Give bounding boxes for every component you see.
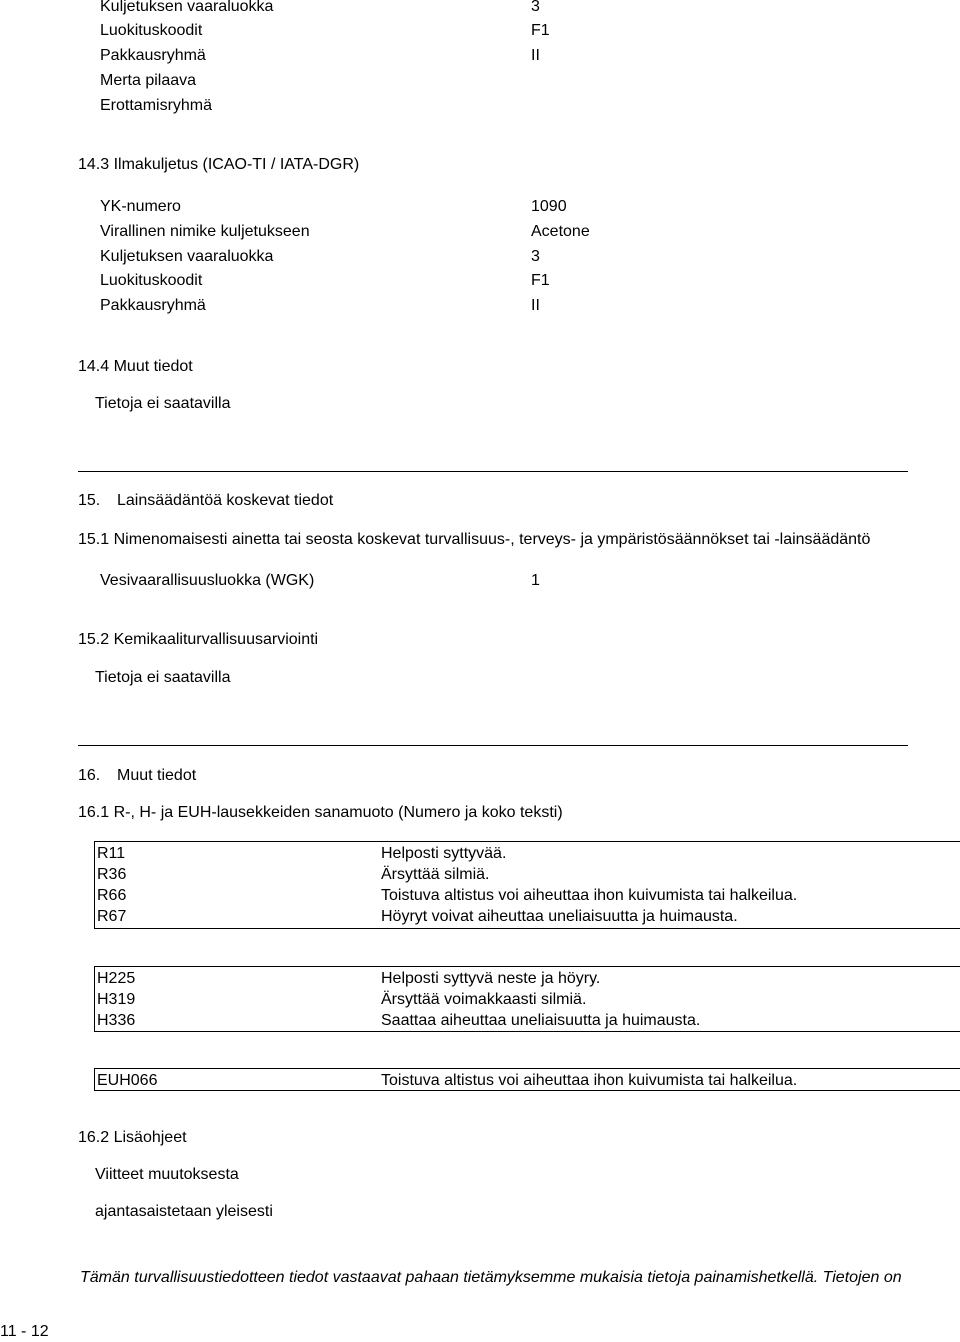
section-16-2-heading: 16.2 Lisäohjeet <box>78 1129 187 1146</box>
row-label: Merta pilaava <box>100 72 197 89</box>
phrase-text: Saattaa aiheuttaa uneliaisuutta ja huimausta. <box>381 1012 701 1029</box>
section-14-4-heading: 14.4 Muut tiedot <box>78 358 193 375</box>
phrase-code: R36 <box>97 866 127 883</box>
row-value: Acetone <box>531 223 590 240</box>
euh-phrases-table <box>94 1068 960 1091</box>
row-label: Erottamisryhmä <box>100 97 213 114</box>
section-15-number: 15. <box>78 492 101 509</box>
phrase-code: R66 <box>97 887 127 904</box>
phrase-code: H319 <box>97 991 136 1008</box>
row-value: II <box>531 297 540 314</box>
row-value: 3 <box>531 0 540 15</box>
r-phrases-table <box>94 841 960 929</box>
phrase-text: Ärsyttää voimakkaasti silmiä. <box>381 991 587 1008</box>
section-16-number: 16. <box>78 767 101 784</box>
section-16-title: Muut tiedot <box>117 767 197 784</box>
h-phrases-table <box>94 966 960 1032</box>
row-label: Luokituskoodit <box>100 22 203 39</box>
phrase-text: Toistuva altistus voi aiheuttaa ihon kuivumista tai halkeilua. <box>381 887 798 904</box>
footer-disclaimer: Tämän turvallisuustiedotteen tiedot vastaavat pahaan tietämyksemme mukaisia tietoja painamishetkellä. Tietojen on <box>80 1269 902 1286</box>
row-value: F1 <box>531 272 550 289</box>
section-16-1-heading: 16.1 R-, H- ja EUH-lausekkeiden sanamuoto (Numero ja koko teksti) <box>78 804 563 821</box>
row-label: Pakkausryhmä <box>100 47 206 64</box>
row-value: II <box>531 47 540 64</box>
wgk-value: 1 <box>531 572 540 589</box>
phrase-text: Toistuva altistus voi aiheuttaa ihon kuivumista tai halkeilua. <box>381 1072 798 1089</box>
phrase-code: EUH066 <box>97 1072 158 1089</box>
phrase-text: Ärsyttää silmiä. <box>381 866 490 883</box>
section-divider <box>78 471 908 472</box>
row-label: Kuljetuksen vaaraluokka <box>100 0 274 15</box>
page-number: 11 - 12 <box>0 1323 49 1340</box>
phrase-text: Helposti syttyvä neste ja höyry. <box>381 970 601 987</box>
phrase-code: R67 <box>97 908 127 925</box>
section-15-1-heading: 15.1 Nimenomaisesti ainetta tai seosta koskevat turvallisuus-, terveys- ja ympäristösäännökset tai -lainsäädäntö <box>78 531 871 548</box>
phrase-code: H225 <box>97 970 136 987</box>
row-label: YK-numero <box>100 198 181 215</box>
phrase-code: R11 <box>97 845 126 862</box>
phrase-code: H336 <box>97 1012 136 1029</box>
section-15-2-heading: 15.2 Kemikaaliturvallisuusarviointi <box>78 631 319 648</box>
row-label: Virallinen nimike kuljetukseen <box>100 223 310 240</box>
phrase-text: Höyryt voivat aiheuttaa uneliaisuutta ja huimausta. <box>381 908 738 925</box>
row-value: 3 <box>531 248 540 265</box>
row-label: Pakkausryhmä <box>100 297 206 314</box>
section-divider <box>78 745 908 746</box>
row-value: F1 <box>531 22 550 39</box>
phrase-text: Helposti syttyvää. <box>381 845 507 862</box>
section-15-title: Lainsäädäntöä koskevat tiedot <box>117 492 334 509</box>
row-label: Luokituskoodit <box>100 272 203 289</box>
section-15-2-text: Tietoja ei saatavilla <box>95 669 231 686</box>
section-14-4-text: Tietoja ei saatavilla <box>95 395 231 412</box>
row-label: Kuljetuksen vaaraluokka <box>100 248 274 265</box>
row-value: 1090 <box>531 198 567 215</box>
section-14-3-heading: 14.3 Ilmakuljetus (ICAO-TI / IATA-DGR) <box>78 156 360 173</box>
changes-label: Viitteet muutoksesta <box>95 1166 239 1183</box>
wgk-label: Vesivaarallisuusluokka (WGK) <box>100 572 315 589</box>
changes-text: ajantasaistetaan yleisesti <box>95 1203 273 1220</box>
